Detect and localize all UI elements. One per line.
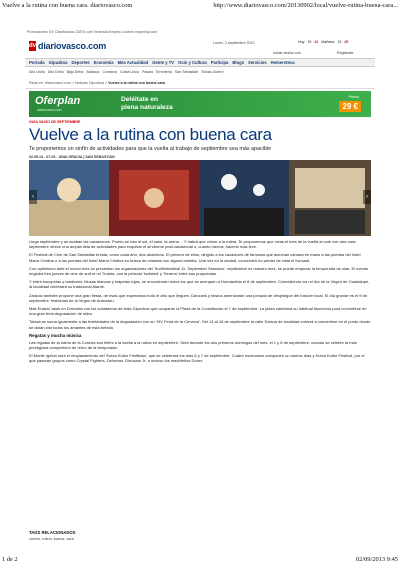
ad-brand-sub: diariovasco.com: [37, 108, 62, 112]
logo-text: diariovasco.com: [38, 41, 107, 51]
brand-row: [25, 38, 375, 58]
oferplan-ad-banner[interactable]: [29, 91, 371, 117]
login-link[interactable]: Iniciar sesión con: [273, 51, 301, 55]
nav-item-gipuzkoa[interactable]: Gipuzkoa: [48, 60, 68, 65]
weather-today-min: 15: [307, 40, 312, 44]
ad-copy-line1: Deléitate en: [121, 96, 159, 103]
article-paragraph: El Festival de Cine de San Sebastián brinda, como cada año, dos atractivos. El primero de ellos, dirigido a los cazadores de famosos que acechan cámara en mano a las puertas del hotel María Cristina o a las puertas del hotel María Cristina en busca de miradas con alguna estrella. Una vez en la ciudad, convendrá no perder de vista el Kursaal.: [29, 252, 361, 263]
article-headline: Vuelve a la rutina con buena cara: [29, 125, 272, 144]
article-subhead: Regatas y mucha música: [29, 332, 82, 338]
breadcrumb: [25, 81, 375, 89]
weather-tomorrow-label: Mañana: [321, 40, 335, 44]
sub-navigation: [25, 68, 375, 76]
web-page: [25, 28, 375, 542]
ad-brand: Oferplan: [35, 95, 81, 107]
article-meta: 02.09.13 - 07:29 - UNAI GRACIA | SAN SEBASTIÁN: [29, 155, 115, 159]
site-logo[interactable]: [29, 40, 107, 52]
weather-today-label: Hoy: [298, 40, 305, 44]
subnav-item[interactable]: Costa Urola: [119, 70, 139, 74]
weather-tomorrow-min: 15: [337, 40, 342, 44]
nav-item-gente-tv[interactable]: Gente y TV: [152, 60, 175, 65]
article-paragraph: Las regatas de la bahía de la Concha son fieles a la vuelta a la rutina en septiembre. Será durante los dos primeros domingos del mes, el 1 y 8 de septiembre, cuando se celebre la más prestigiosa competición de remo de la temporada.: [29, 339, 357, 351]
subnav-item[interactable]: San Sebastián: [174, 70, 199, 74]
article-photo-gallery[interactable]: [29, 160, 371, 236]
ad-copy-line2: plena naturaleza: [121, 103, 173, 111]
article-body: [29, 239, 371, 367]
nav-item-portada[interactable]: Portada: [29, 60, 45, 65]
tags-list[interactable]: vuelve, rutina, buena, cara: [29, 537, 74, 541]
print-timestamp: 02/09/2013 9:45: [355, 556, 398, 563]
subnav-item[interactable]: Bajo Deba: [66, 70, 84, 74]
breadcrumb-path[interactable]: Estás en: diariovasco.com > Noticias Gipuzkoa >: [29, 81, 109, 85]
article-paragraph: Llega septiembre y se acaban las vacaciones. Pronto se irán el sol, el calor, la arena… Y habrá que volver a la rutina. Te proponemos que vivas el mes de la vuelta al cole con otra cara: septiembre ofrece una amplia lista de actividades para exquivar el síndrome post-vacacional o, cuanto menos, hacerlo más leve.: [29, 239, 357, 250]
subnav-item[interactable]: Alto Deba: [47, 70, 64, 74]
subnav-item[interactable]: Pasaia: [141, 70, 153, 74]
weather-widget: [297, 40, 349, 44]
photo-strip-image: [29, 160, 371, 236]
breadcrumb-current: Vuelve a la rutina con buena cara: [108, 81, 165, 85]
nav-item-servicios[interactable]: Servicios: [248, 60, 267, 65]
article-paragraph: Más Euskal Jaiak en Donostia con los soldaderos de toda Gipuzkoa que ocuparán la Plaza de la Constitución el 7 de septiembre. La plaza cambiará su habitual fisonomía para convertirse en una gran feria degustación de sidra.: [29, 306, 367, 317]
current-date: Lunes, 2 septiembre 2013: [213, 41, 255, 45]
nav-item-participa[interactable]: Participa: [210, 60, 229, 65]
utility-links[interactable]: Promociones DV Clasificados 11870.com Vivienda Empleo Coches mujerhoy.com: [27, 30, 158, 34]
ad-price-label: Precio: [348, 95, 359, 99]
weather-today-max: 22: [314, 40, 319, 44]
subnav-item[interactable]: Bidasoa: [86, 70, 100, 74]
print-page-url: http://www.diariovasco.com/20130902/local/vuelve-rutina-buena-cara...: [213, 2, 398, 9]
ad-price: 29 €: [339, 101, 361, 112]
logo-mark: dv: [29, 43, 37, 49]
subnav-item[interactable]: Alto Urola: [29, 70, 45, 74]
article-paragraph: Tolosa se suma igualmente a las festividades de la degustación con su 'XIV Feria de la Cerveza'. Del 13 al 16 de septiembre la calle Solana de localidad volverá a convertirse en el punto donde se darán cita todos los amantes de esta bebida.: [29, 319, 371, 330]
nav-item-hemeroteca[interactable]: Hemeroteca: [270, 60, 295, 65]
weather-tomorrow-max: 20: [344, 40, 349, 44]
article-paragraph: Con optimismo ante el nuevo mes se presentan los organizadores del 'Surfilmfestibal 11: September Sessions': septiembre es nuestro mes, se puede empezar la temporada de olas. El evento engloba tres jueves de cine de surf en el Trueba, con la película 'Isolated' y 'Serena' entre sus propuestas.: [29, 265, 369, 277]
nav-item-deportes[interactable]: Deportes: [71, 60, 90, 65]
print-footer: [0, 554, 400, 566]
tags-title: TAGS RELACIONADOS: [29, 530, 76, 535]
print-page-title: Vuelve a la rutina con buena cara. diariovasco.com: [2, 2, 133, 9]
article-paragraph: Zarautz también propone una gran fiesta, de esas que esperamos todo el año que lleguen. Danzaris y txistus amenizarán una jornada de despliegue del folclore local. El día grande es el 9 de septiembre, festividad de la Virgen de Aranzazu.: [29, 292, 367, 303]
article-section[interactable]: GUÍA VACÍO DE SEPTIEMBRE: [29, 120, 81, 124]
gallery-prev-icon[interactable]: ‹: [29, 190, 37, 204]
nav-item-blogs[interactable]: Blogs: [232, 60, 245, 65]
register-link[interactable]: Registrate: [337, 51, 354, 55]
top-utility-bar: [25, 28, 375, 36]
nav-item-ocio-cultura[interactable]: Ocio y Cultura: [178, 60, 207, 65]
print-page-number: 1 de 2: [2, 556, 18, 563]
subnav-item[interactable]: Comarca: [102, 70, 117, 74]
subnav-item[interactable]: Errenteria: [155, 70, 172, 74]
article-lead: Te proponemos un sinfín de actividades para que la vuelta al trabajo de septiembre sea más apacible: [29, 146, 272, 152]
main-navigation: [25, 58, 375, 67]
related-tags: [29, 530, 371, 541]
article-paragraph: El Monte Igeldo será el emplazamiento del 'Kutxa Kultur Festibala', que se celebrará los días 6 y 7 de septiembre. Cuatro escenarios componen un ambos días y Kutxa Kultur Festival, por el que pasarán grupos como Crystal Fighters, Delorean, Dinosaur Jr. o incluso los madrileños Dover.: [29, 353, 365, 364]
gallery-next-icon[interactable]: ›: [363, 190, 371, 204]
print-header: [0, 0, 400, 12]
nav-item-economia[interactable]: Economía: [93, 60, 114, 65]
ad-copy: [121, 96, 173, 111]
subnav-item[interactable]: Tolosa-Goierri: [201, 70, 224, 74]
nav-item-mas-actualidad[interactable]: Más Actualidad: [117, 60, 149, 65]
article-paragraph: Y entre escopetas y tambores, blusas blancas y txapelas rojas, se encontrarán todos los que se acerquen a Hondarribia el 8 de septiembre. Coincidiendo con el día de la Virgen de Guadalupe, la localidad celebrará su tradicional Alarde.: [29, 279, 370, 290]
